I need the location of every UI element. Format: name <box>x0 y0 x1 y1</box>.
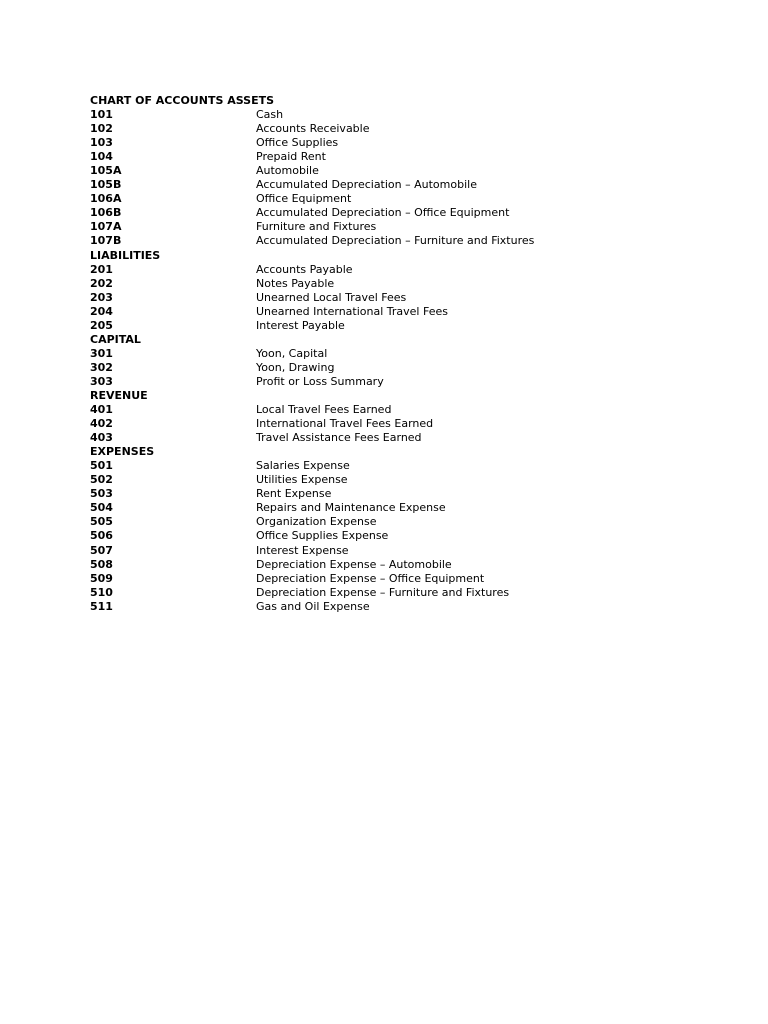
account-code: 204 <box>90 304 113 318</box>
account-row <box>90 277 690 291</box>
account-row <box>90 361 690 375</box>
account-name: Prepaid Rent <box>256 150 326 164</box>
account-row <box>90 192 690 206</box>
account-name: Office Equipment <box>256 192 352 206</box>
account-row <box>90 529 690 543</box>
account-name: Yoon, Capital <box>256 346 328 360</box>
account-code: 107A <box>90 220 122 234</box>
account-row <box>90 515 690 529</box>
account-row <box>90 375 690 389</box>
account-name: Yoon, Drawing <box>256 360 335 374</box>
account-code: 508 <box>90 557 113 571</box>
account-row <box>90 501 690 515</box>
account-code: 504 <box>90 501 113 515</box>
account-row <box>90 459 690 473</box>
account-code: 503 <box>90 487 113 501</box>
account-name: Interest Payable <box>256 318 345 332</box>
account-name: Accounts Receivable <box>256 122 370 136</box>
account-code: 303 <box>90 374 113 388</box>
account-code: 511 <box>90 599 113 613</box>
account-row <box>90 586 690 600</box>
account-code: 501 <box>90 459 113 473</box>
account-code: 403 <box>90 431 113 445</box>
account-row <box>90 417 690 431</box>
account-row <box>90 473 690 487</box>
account-row <box>90 150 690 164</box>
account-code: 509 <box>90 571 113 585</box>
account-row <box>90 347 690 361</box>
section-heading: EXPENSES <box>90 445 155 459</box>
account-row <box>90 263 690 277</box>
account-row <box>90 600 690 614</box>
account-name: Rent Expense <box>256 487 332 501</box>
account-row <box>90 234 690 248</box>
section-heading: LIABILITIES <box>90 248 161 262</box>
account-code: 502 <box>90 473 113 487</box>
account-row <box>90 108 690 122</box>
account-code: 202 <box>90 276 113 290</box>
account-code: 106A <box>90 192 122 206</box>
account-name: Office Supplies <box>256 136 339 150</box>
account-code: 203 <box>90 290 113 304</box>
account-code: 102 <box>90 122 113 136</box>
account-row <box>90 220 690 234</box>
account-name: Unearned International Travel Fees <box>256 304 448 318</box>
account-name: Repairs and Maintenance Expense <box>256 501 446 515</box>
account-row <box>90 544 690 558</box>
account-name: Utilities Expense <box>256 473 348 487</box>
account-name: Local Travel Fees Earned <box>256 403 392 417</box>
account-name: Accounts Payable <box>256 262 353 276</box>
account-row <box>90 572 690 586</box>
account-name: Depreciation Expense – Automobile <box>256 557 452 571</box>
account-code: 510 <box>90 585 113 599</box>
account-code: 402 <box>90 417 113 431</box>
account-name: Organization Expense <box>256 515 377 529</box>
account-code: 104 <box>90 150 113 164</box>
section-heading: CAPITAL <box>90 332 141 346</box>
account-name: Accumulated Depreciation – Office Equipment <box>256 206 510 220</box>
account-name: Notes Payable <box>256 276 335 290</box>
account-row <box>90 558 690 572</box>
account-row <box>90 136 690 150</box>
section-heading: CHART OF ACCOUNTS ASSETS <box>90 94 275 107</box>
account-name: Profit or Loss Summary <box>256 374 384 388</box>
account-name: Unearned Local Travel Fees <box>256 290 407 304</box>
account-code: 201 <box>90 262 113 276</box>
account-code: 105A <box>90 164 122 178</box>
account-name: Accumulated Depreciation – Furniture and Fixtures <box>256 234 535 248</box>
account-name: Interest Expense <box>256 543 349 557</box>
account-code: 505 <box>90 515 113 529</box>
account-row <box>90 206 690 220</box>
account-row <box>90 319 690 333</box>
account-name: Cash <box>256 108 284 122</box>
account-name: Depreciation Expense – Office Equipment <box>256 571 485 585</box>
account-row <box>90 122 690 136</box>
account-code: 507 <box>90 543 113 557</box>
account-row <box>90 291 690 305</box>
account-row <box>90 403 690 417</box>
account-row <box>90 305 690 319</box>
account-row <box>90 164 690 178</box>
account-code: 106B <box>90 206 122 220</box>
account-name: Automobile <box>256 164 319 178</box>
account-code: 401 <box>90 403 113 417</box>
account-code: 301 <box>90 346 113 360</box>
account-row <box>90 487 690 501</box>
account-code: 205 <box>90 318 113 332</box>
account-row <box>90 178 690 192</box>
account-name: Gas and Oil Expense <box>256 599 370 613</box>
account-code: 107B <box>90 234 122 248</box>
account-row <box>90 431 690 445</box>
account-code: 101 <box>90 108 113 122</box>
account-code: 506 <box>90 529 113 543</box>
account-code: 103 <box>90 136 113 150</box>
account-code: 302 <box>90 360 113 374</box>
account-name: Office Supplies Expense <box>256 529 389 543</box>
account-name: Depreciation Expense – Furniture and Fixtures <box>256 585 510 599</box>
account-name: Accumulated Depreciation – Automobile <box>256 178 477 192</box>
section-heading: REVENUE <box>90 388 148 402</box>
chart-of-accounts <box>90 94 690 614</box>
account-code: 105B <box>90 178 122 192</box>
account-name: Travel Assistance Fees Earned <box>256 431 422 445</box>
account-name: Salaries Expense <box>256 459 350 473</box>
account-name: International Travel Fees Earned <box>256 417 434 431</box>
account-name: Furniture and Fixtures <box>256 220 377 234</box>
